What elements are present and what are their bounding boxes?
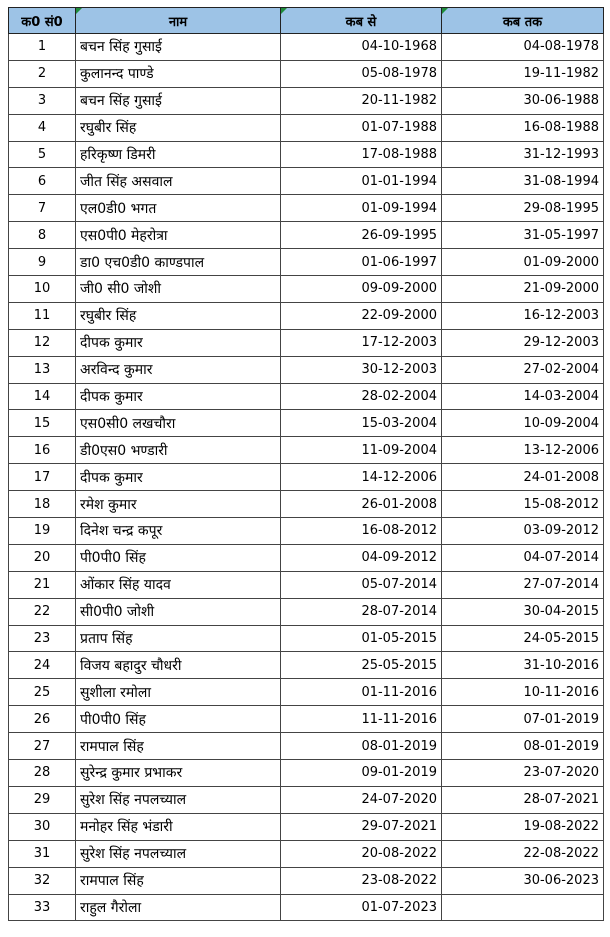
from-date-cell: 25-05-2015 — [281, 652, 442, 679]
serial-number-cell: 17 — [9, 464, 76, 491]
to-date-cell: 30-06-1988 — [442, 87, 604, 114]
table-row — [9, 168, 604, 195]
table-row — [9, 356, 604, 383]
name-cell: बचन सिंह गुसाई — [76, 87, 281, 114]
serial-number-cell: 18 — [9, 491, 76, 518]
from-date-cell: 05-07-2014 — [281, 571, 442, 598]
from-date-cell: 05-08-1978 — [281, 60, 442, 87]
name-cell: रामपाल सिंह — [76, 733, 281, 760]
name-cell: रामपाल सिंह — [76, 867, 281, 894]
serial-number-cell: 7 — [9, 195, 76, 222]
from-date-cell: 28-02-2004 — [281, 383, 442, 410]
comment-marker-icon — [76, 8, 82, 14]
to-date-cell: 28-07-2021 — [442, 786, 604, 813]
from-date-cell: 01-07-2023 — [281, 894, 442, 921]
from-date-cell: 15-03-2004 — [281, 410, 442, 437]
table-row — [9, 60, 604, 87]
name-cell: कुलानन्द पाण्डे — [76, 60, 281, 87]
from-date-cell: 01-01-1994 — [281, 168, 442, 195]
to-date-cell: 27-02-2004 — [442, 356, 604, 383]
comment-marker-icon — [281, 8, 287, 14]
serial-number-cell: 19 — [9, 518, 76, 545]
table-row — [9, 87, 604, 114]
to-date-cell: 15-08-2012 — [442, 491, 604, 518]
serial-number-cell: 10 — [9, 276, 76, 303]
from-date-cell: 01-09-1994 — [281, 195, 442, 222]
from-date-cell: 20-08-2022 — [281, 840, 442, 867]
from-date-cell: 30-12-2003 — [281, 356, 442, 383]
from-date-cell: 04-10-1968 — [281, 34, 442, 61]
table-row — [9, 625, 604, 652]
to-date-cell: 31-08-1994 — [442, 168, 604, 195]
serial-number-cell: 11 — [9, 302, 76, 329]
table-row — [9, 276, 604, 303]
table-row — [9, 302, 604, 329]
to-date-cell: 31-05-1997 — [442, 222, 604, 249]
to-date-cell: 08-01-2019 — [442, 733, 604, 760]
to-date-cell: 23-07-2020 — [442, 760, 604, 787]
to-date-cell: 04-07-2014 — [442, 544, 604, 571]
from-date-cell: 26-01-2008 — [281, 491, 442, 518]
table-row — [9, 894, 604, 921]
name-cell: जी0 सी0 जोशी — [76, 276, 281, 303]
name-cell: राहुल गैरोला — [76, 894, 281, 921]
serial-number-cell: 12 — [9, 329, 76, 356]
header-from-date — [281, 8, 442, 34]
table-row — [9, 760, 604, 787]
name-cell: एल0डी0 भगत — [76, 195, 281, 222]
serial-number-cell: 15 — [9, 410, 76, 437]
serial-number-cell: 21 — [9, 571, 76, 598]
name-cell: हरिकृष्ण डिमरी — [76, 141, 281, 168]
table-row — [9, 679, 604, 706]
table-row — [9, 813, 604, 840]
to-date-cell: 29-08-1995 — [442, 195, 604, 222]
name-cell: प्रताप सिंह — [76, 625, 281, 652]
serial-number-cell: 20 — [9, 544, 76, 571]
table-row — [9, 329, 604, 356]
table-body — [9, 34, 604, 921]
serial-number-cell: 9 — [9, 249, 76, 276]
to-date-cell: 03-09-2012 — [442, 518, 604, 545]
from-date-cell: 14-12-2006 — [281, 464, 442, 491]
header-name — [76, 8, 281, 34]
serial-number-cell: 14 — [9, 383, 76, 410]
serial-number-cell: 33 — [9, 894, 76, 921]
from-date-cell: 09-09-2000 — [281, 276, 442, 303]
from-date-cell: 01-11-2016 — [281, 679, 442, 706]
from-date-cell: 08-01-2019 — [281, 733, 442, 760]
name-cell: पी0पी0 सिंह — [76, 544, 281, 571]
name-cell: पी0पी0 सिंह — [76, 706, 281, 733]
serial-number-cell: 28 — [9, 760, 76, 787]
to-date-cell: 24-01-2008 — [442, 464, 604, 491]
to-date-cell: 16-08-1988 — [442, 114, 604, 141]
serial-number-cell: 4 — [9, 114, 76, 141]
name-cell: दीपक कुमार — [76, 464, 281, 491]
table-row — [9, 114, 604, 141]
table-row — [9, 518, 604, 545]
table-row — [9, 598, 604, 625]
table-row — [9, 786, 604, 813]
name-cell: रघुबीर सिंह — [76, 114, 281, 141]
to-date-cell: 13-12-2006 — [442, 437, 604, 464]
from-date-cell: 11-09-2004 — [281, 437, 442, 464]
serial-number-cell: 26 — [9, 706, 76, 733]
from-date-cell: 28-07-2014 — [281, 598, 442, 625]
from-date-cell: 01-06-1997 — [281, 249, 442, 276]
to-date-cell: 14-03-2004 — [442, 383, 604, 410]
table-row — [9, 867, 604, 894]
table-row — [9, 383, 604, 410]
from-date-cell: 26-09-1995 — [281, 222, 442, 249]
header-to-date — [442, 8, 604, 34]
name-cell: सुरेश सिंह नपलच्याल — [76, 786, 281, 813]
serial-number-cell: 25 — [9, 679, 76, 706]
to-date-cell: 10-11-2016 — [442, 679, 604, 706]
name-cell: दीपक कुमार — [76, 383, 281, 410]
name-cell: सुशीला रमोला — [76, 679, 281, 706]
serial-number-cell: 22 — [9, 598, 76, 625]
serial-number-cell: 5 — [9, 141, 76, 168]
from-date-cell: 04-09-2012 — [281, 544, 442, 571]
name-cell: डा0 एच0डी0 काण्डपाल — [76, 249, 281, 276]
to-date-cell: 30-06-2023 — [442, 867, 604, 894]
serial-number-cell: 1 — [9, 34, 76, 61]
from-date-cell: 09-01-2019 — [281, 760, 442, 787]
table-row — [9, 195, 604, 222]
officials-table — [8, 7, 604, 921]
serial-number-cell: 23 — [9, 625, 76, 652]
serial-number-cell: 29 — [9, 786, 76, 813]
to-date-cell: 21-09-2000 — [442, 276, 604, 303]
table-row — [9, 706, 604, 733]
to-date-cell: 31-12-1993 — [442, 141, 604, 168]
to-date-cell: 22-08-2022 — [442, 840, 604, 867]
table-row — [9, 437, 604, 464]
name-cell: दिनेश चन्द्र कपूर — [76, 518, 281, 545]
name-cell: सुरेश सिंह नपलच्याल — [76, 840, 281, 867]
to-date-cell: 10-09-2004 — [442, 410, 604, 437]
from-date-cell: 29-07-2021 — [281, 813, 442, 840]
name-cell: अरविन्द कुमार — [76, 356, 281, 383]
serial-number-cell: 24 — [9, 652, 76, 679]
from-date-cell: 17-12-2003 — [281, 329, 442, 356]
name-cell: सी0पी0 जोशी — [76, 598, 281, 625]
from-date-cell: 01-05-2015 — [281, 625, 442, 652]
serial-number-cell: 8 — [9, 222, 76, 249]
serial-number-cell: 6 — [9, 168, 76, 195]
to-date-cell: 27-07-2014 — [442, 571, 604, 598]
to-date-cell: 19-11-1982 — [442, 60, 604, 87]
name-cell: डी0एस0 भण्डारी — [76, 437, 281, 464]
from-date-cell: 22-09-2000 — [281, 302, 442, 329]
to-date-cell: 29-12-2003 — [442, 329, 604, 356]
name-cell: विजय बहादुर चौधरी — [76, 652, 281, 679]
table-row — [9, 222, 604, 249]
table-row — [9, 491, 604, 518]
table-row — [9, 34, 604, 61]
to-date-cell: 01-09-2000 — [442, 249, 604, 276]
name-cell: बचन सिंह गुसाई — [76, 34, 281, 61]
to-date-cell: 04-08-1978 — [442, 34, 604, 61]
name-cell: दीपक कुमार — [76, 329, 281, 356]
header-from-label: कब से — [345, 14, 377, 30]
serial-number-cell: 32 — [9, 867, 76, 894]
serial-number-cell: 2 — [9, 60, 76, 87]
name-cell: एस0सी0 लखचौरा — [76, 410, 281, 437]
from-date-cell: 16-08-2012 — [281, 518, 442, 545]
serial-number-cell: 16 — [9, 437, 76, 464]
from-date-cell: 17-08-1988 — [281, 141, 442, 168]
table-row — [9, 840, 604, 867]
comment-marker-icon — [442, 8, 448, 14]
name-cell: रमेश कुमार — [76, 491, 281, 518]
from-date-cell: 01-07-1988 — [281, 114, 442, 141]
table-row — [9, 652, 604, 679]
table-row — [9, 410, 604, 437]
header-name-label: नाम — [168, 14, 188, 30]
from-date-cell: 24-07-2020 — [281, 786, 442, 813]
header-serial-number: क0 सं0 — [9, 8, 76, 34]
name-cell: सुरेन्द्र कुमार प्रभाकर — [76, 760, 281, 787]
name-cell: एस0पी0 मेहरोत्रा — [76, 222, 281, 249]
name-cell: जीत सिंह असवाल — [76, 168, 281, 195]
to-date-cell: 31-10-2016 — [442, 652, 604, 679]
to-date-cell: 24-05-2015 — [442, 625, 604, 652]
table-row — [9, 733, 604, 760]
serial-number-cell: 13 — [9, 356, 76, 383]
from-date-cell: 20-11-1982 — [281, 87, 442, 114]
to-date-cell: 30-04-2015 — [442, 598, 604, 625]
serial-number-cell: 27 — [9, 733, 76, 760]
to-date-cell: 16-12-2003 — [442, 302, 604, 329]
table-row — [9, 249, 604, 276]
table-row — [9, 571, 604, 598]
name-cell: रघुबीर सिंह — [76, 302, 281, 329]
from-date-cell: 11-11-2016 — [281, 706, 442, 733]
table-row — [9, 464, 604, 491]
serial-number-cell: 31 — [9, 840, 76, 867]
to-date-cell: 07-01-2019 — [442, 706, 604, 733]
name-cell: मनोहर सिंह भंडारी — [76, 813, 281, 840]
header-to-label: कब तक — [502, 14, 543, 30]
to-date-cell: 19-08-2022 — [442, 813, 604, 840]
from-date-cell: 23-08-2022 — [281, 867, 442, 894]
serial-number-cell: 3 — [9, 87, 76, 114]
table-row — [9, 141, 604, 168]
name-cell: ओंकार सिंह यादव — [76, 571, 281, 598]
header-row — [9, 8, 604, 34]
to-date-cell — [442, 894, 604, 921]
serial-number-cell: 30 — [9, 813, 76, 840]
table-row — [9, 544, 604, 571]
